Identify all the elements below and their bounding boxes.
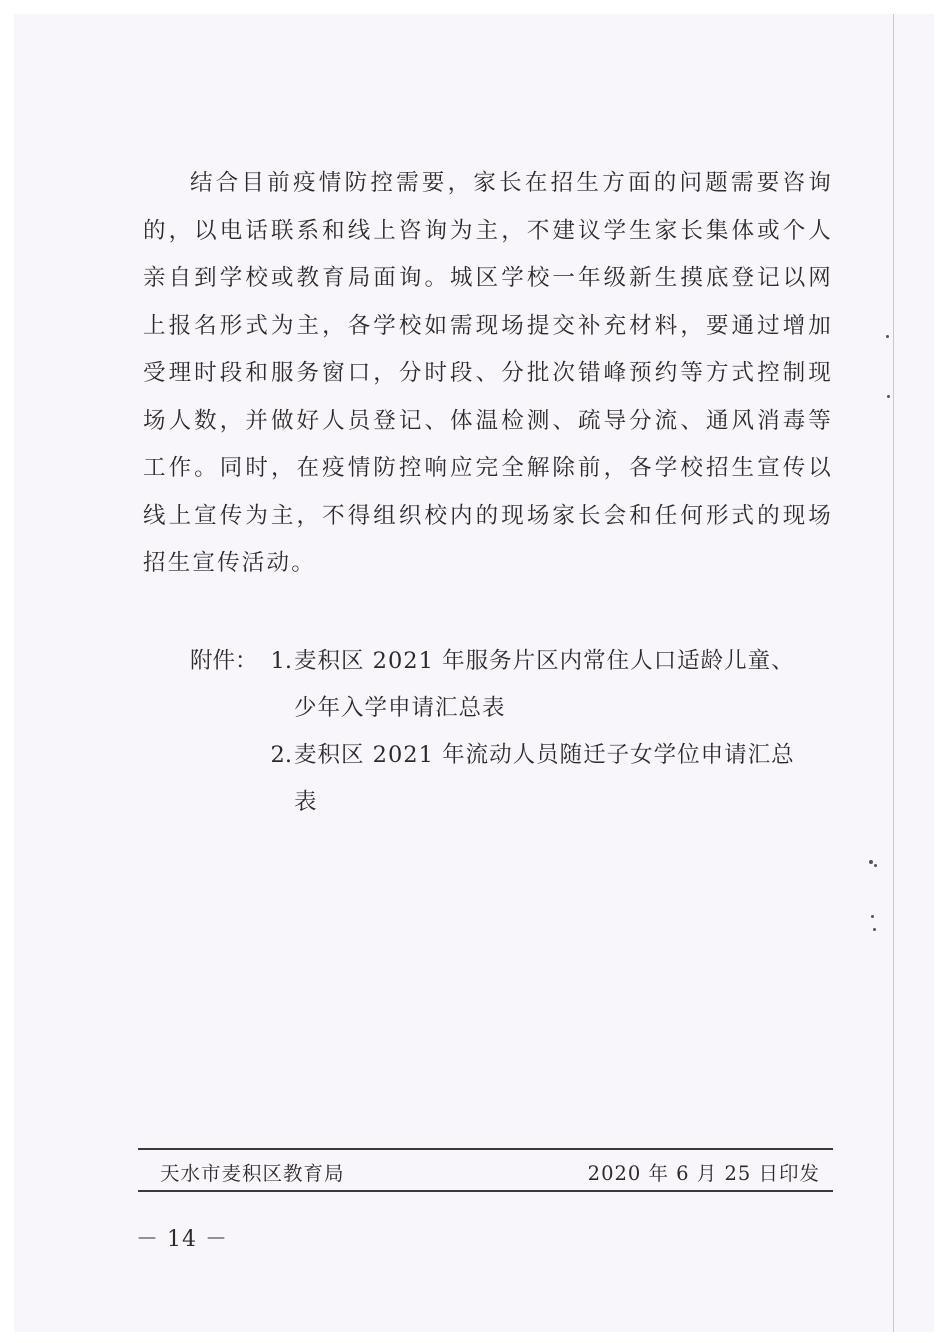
issue-date: 2020 年 6 月 25 日印发 (587, 1162, 820, 1185)
attachments-section (190, 638, 810, 826)
issuer-name: 天水市麦积区教育局 (160, 1162, 345, 1185)
attachment-title: 麦积区 2021 年服务片区内常住人口适龄儿童、少年入学申请汇总表 (294, 648, 795, 721)
attachment-item (266, 732, 810, 826)
attachments-label: 附件： (190, 648, 258, 674)
scan-edge-line (893, 14, 894, 1332)
attachment-number: 1. (270, 648, 292, 674)
footer-issuance-row (160, 1158, 820, 1186)
scan-speck (873, 928, 876, 931)
attachments-list (266, 638, 810, 826)
scan-speck (869, 860, 873, 864)
footer-top-rule (138, 1148, 833, 1150)
scan-speck (871, 915, 874, 918)
scan-speck (886, 335, 889, 338)
scan-speck (887, 395, 890, 398)
attachment-item (266, 638, 810, 732)
attachment-title: 麦积区 2021 年流动人员随迁子女学位申请汇总表 (294, 742, 795, 815)
scan-speck (874, 864, 877, 867)
body-paragraph: 结合目前疫情防控需要，家长在招生方面的问题需要咨询的，以电话联系和线上咨询为主，不建议学生家长集体或个人亲自到学校或教育局面询。城区学校一年级新生摸底登记以网上报名形式为主，各学校如需现场提交补充材料，要通过增加受理时段和服务窗口，分时段、分批次错峰预约等方式控制现场人数，并做好人员登记、体温检测、疏导分流、通风消毒等工作。同时，在疫情防控响应完全解除前，各学校招生宣传以线上宣传为主，不得组织校内的现场家长会和任何形式的现场招生宣传活动。 (143, 170, 833, 576)
attachment-number: 2. (270, 742, 292, 768)
page-number: － 14 － (136, 1227, 228, 1252)
footer-bottom-rule (138, 1190, 833, 1192)
